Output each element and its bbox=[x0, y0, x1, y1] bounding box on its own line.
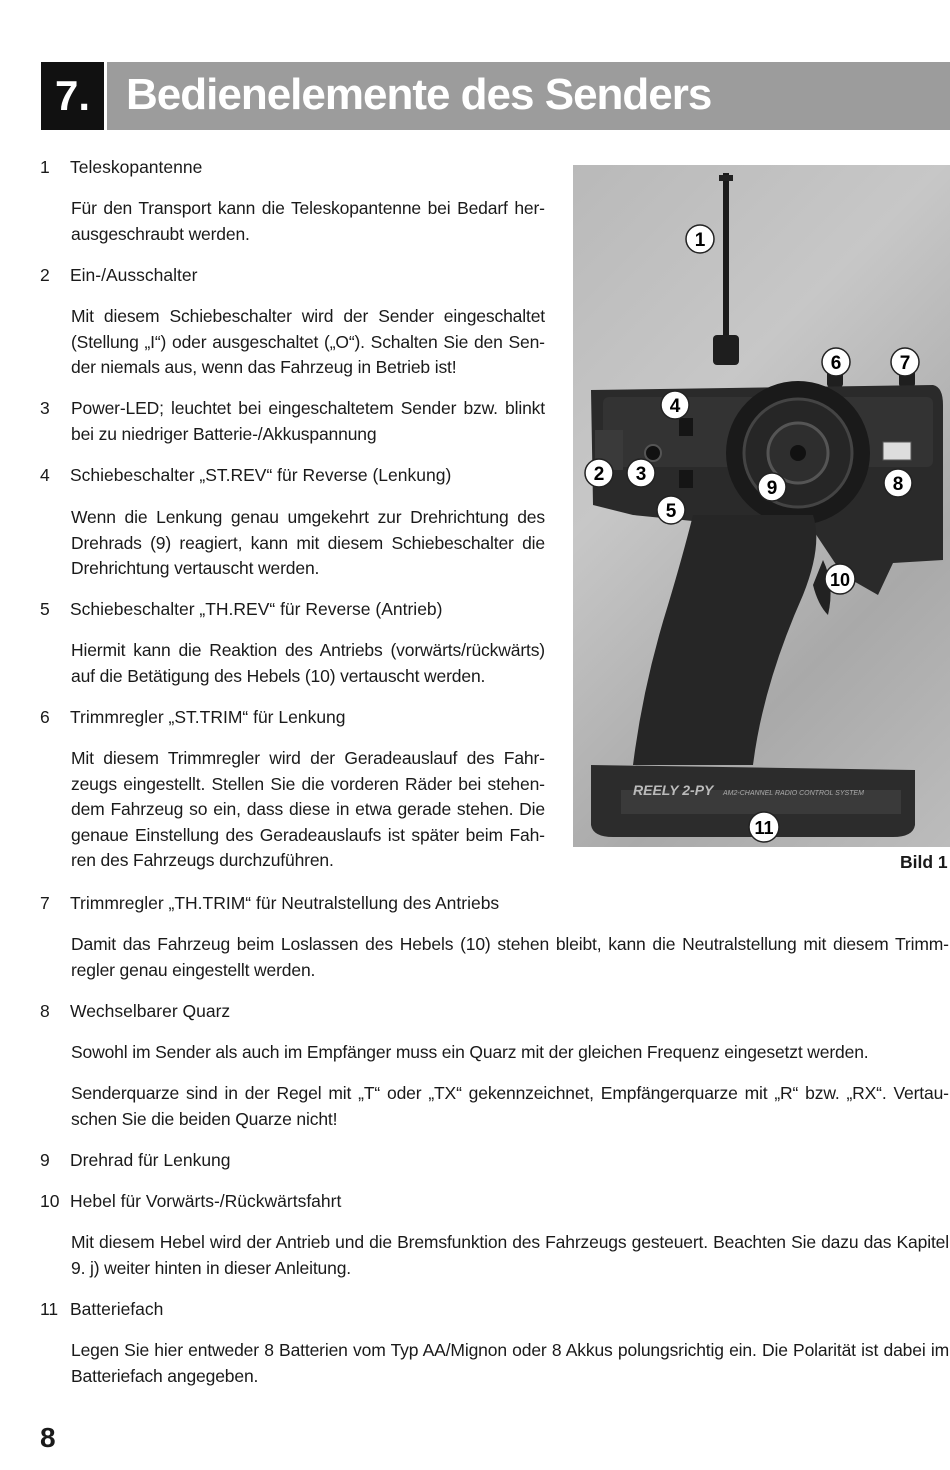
callout-6 bbox=[822, 348, 850, 376]
item-label: Batteriefach bbox=[70, 1299, 164, 1319]
transmitter-illustration bbox=[573, 165, 950, 847]
callout-10 bbox=[825, 564, 855, 594]
svg-text:10: 10 bbox=[829, 570, 851, 590]
svg-text:9: 9 bbox=[766, 478, 778, 499]
svg-text:1: 1 bbox=[694, 230, 706, 251]
item-label: Ein-/Ausschalter bbox=[70, 265, 198, 285]
item-number: 3 bbox=[40, 398, 50, 418]
svg-text:8: 8 bbox=[892, 474, 904, 495]
item-description: Senderquarze sind in der Regel mit „T“ oder „TX“ gekennzeichnet, Empfängerquarze mit „R“ bzw. „RX“. Vertauschen Sie die beiden Quarze nicht! bbox=[71, 1083, 949, 1129]
item-description: Mit diesem Hebel wird der Antrieb und die Bremsfunktion des Fahrzeugs gesteuert. Beachten Sie dazu das Kapitel 9. j) weiter hinten in dieser Anleitung. bbox=[71, 1232, 949, 1278]
item-description: Mit diesem Trimmregler wird der Geradeauslauf des Fahrzeugs eingestellt. Stellen Sie die vorderen Räder bei stehendem Fahrzeug so ein, dass diese in etwa gerade stehen. Die genaue Einstellung des Geradeauslaufs ist später beim Fahren des Fahrzeugs durchzuführen. bbox=[71, 748, 545, 870]
svg-text:3: 3 bbox=[635, 464, 647, 485]
svg-text:6: 6 bbox=[830, 353, 842, 374]
callout-2 bbox=[585, 459, 613, 487]
callout-4 bbox=[661, 391, 689, 419]
item-label: Wechselbarer Quarz bbox=[70, 1001, 231, 1021]
callout-3 bbox=[627, 459, 655, 487]
svg-text:4: 4 bbox=[669, 396, 681, 417]
item-number: 11 bbox=[40, 1299, 59, 1319]
callout-11 bbox=[749, 812, 779, 842]
item-label: Drehrad für Lenkung bbox=[70, 1150, 231, 1170]
item-description: Sowohl im Sender als auch im Empfänger muss ein Quarz mit der gleichen Frequenz eingesetzt werden. bbox=[71, 1042, 869, 1062]
callout-8 bbox=[884, 469, 912, 497]
item-number: 6 bbox=[40, 707, 50, 727]
system-label: AM2-CHANNEL RADIO CONTROL SYSTEM bbox=[723, 790, 864, 797]
item-description: Mit diesem Schiebeschalter wird der Sender eingeschaltet (Stellung „I“) oder ausgeschaltet („O“). Schalten Sie den Sender niemals aus, wenn das Fahrzeug in Betrieb ist! bbox=[71, 306, 545, 377]
grip-shape bbox=[633, 515, 816, 765]
item-label: Power-LED; leuchtet bei eingeschaltetem Sender bzw. blinkt bei zu niedriger Batterie-/Akkuspannung bbox=[71, 398, 545, 444]
callout-9 bbox=[758, 473, 786, 501]
brand-label: REELY 2-PY bbox=[633, 782, 714, 798]
item-number: 9 bbox=[40, 1150, 50, 1170]
svg-text:11: 11 bbox=[754, 818, 774, 838]
svg-text:5: 5 bbox=[665, 501, 677, 522]
item-number: 10 bbox=[40, 1191, 60, 1211]
item-label: Schiebeschalter „ST.REV“ für Reverse (Lenkung) bbox=[70, 465, 452, 485]
section-header bbox=[41, 62, 950, 130]
callout-7 bbox=[891, 348, 919, 376]
page-number: 8 bbox=[40, 1422, 56, 1453]
item-number: 2 bbox=[40, 265, 50, 285]
antenna-shape bbox=[723, 173, 729, 363]
section-number: 7. bbox=[41, 62, 104, 130]
item-label: Trimmregler „TH.TRIM“ für Neutralstellung des Antriebs bbox=[70, 893, 500, 913]
transmitter-photo bbox=[573, 165, 950, 847]
item-number: 1 bbox=[40, 157, 50, 177]
item-number: 8 bbox=[40, 1001, 50, 1021]
item-description: Legen Sie hier entweder 8 Batterien vom Typ AA/Mignon oder 8 Akkus polungsrichtig ein. Die Polarität ist dabei im Batteriefach angegeben. bbox=[71, 1340, 949, 1386]
svg-text:2: 2 bbox=[593, 464, 605, 485]
item-description: Wenn die Lenkung genau umgekehrt zur Drehrichtung des Drehrads (9) reagiert, kann mit diesem Schiebeschalter die Drehrichtung vertauscht werden. bbox=[71, 507, 545, 578]
svg-text:7: 7 bbox=[899, 353, 911, 374]
item-number: 5 bbox=[40, 599, 50, 619]
figure-caption: Bild 1 bbox=[900, 852, 948, 872]
item-label: Schiebeschalter „TH.REV“ für Reverse (Antrieb) bbox=[70, 599, 443, 619]
item-description: Hiermit kann die Reaktion des Antriebs (vorwärts/rückwärts) auf die Betätigung des Hebels (10) vertauscht werden. bbox=[71, 640, 545, 686]
item-description: Für den Transport kann die Teleskopantenne bei Bedarf herausgeschraubt werden. bbox=[71, 198, 545, 244]
item-label: Hebel für Vorwärts-/Rückwärtsfahrt bbox=[70, 1191, 342, 1211]
item-description: Damit das Fahrzeug beim Loslassen des Hebels (10) stehen bleibt, kann die Neutralstellung mit diesem Trimmregler genau eingestellt werden. bbox=[71, 934, 949, 980]
item-label: Teleskopantenne bbox=[70, 157, 203, 177]
callout-5 bbox=[657, 496, 685, 524]
item-number: 7 bbox=[40, 893, 50, 913]
item-number: 4 bbox=[40, 465, 50, 485]
item-label: Trimmregler „ST.TRIM“ für Lenkung bbox=[70, 707, 346, 727]
callout-1 bbox=[686, 225, 714, 253]
section-title: Bedienelemente des Senders bbox=[126, 70, 712, 119]
